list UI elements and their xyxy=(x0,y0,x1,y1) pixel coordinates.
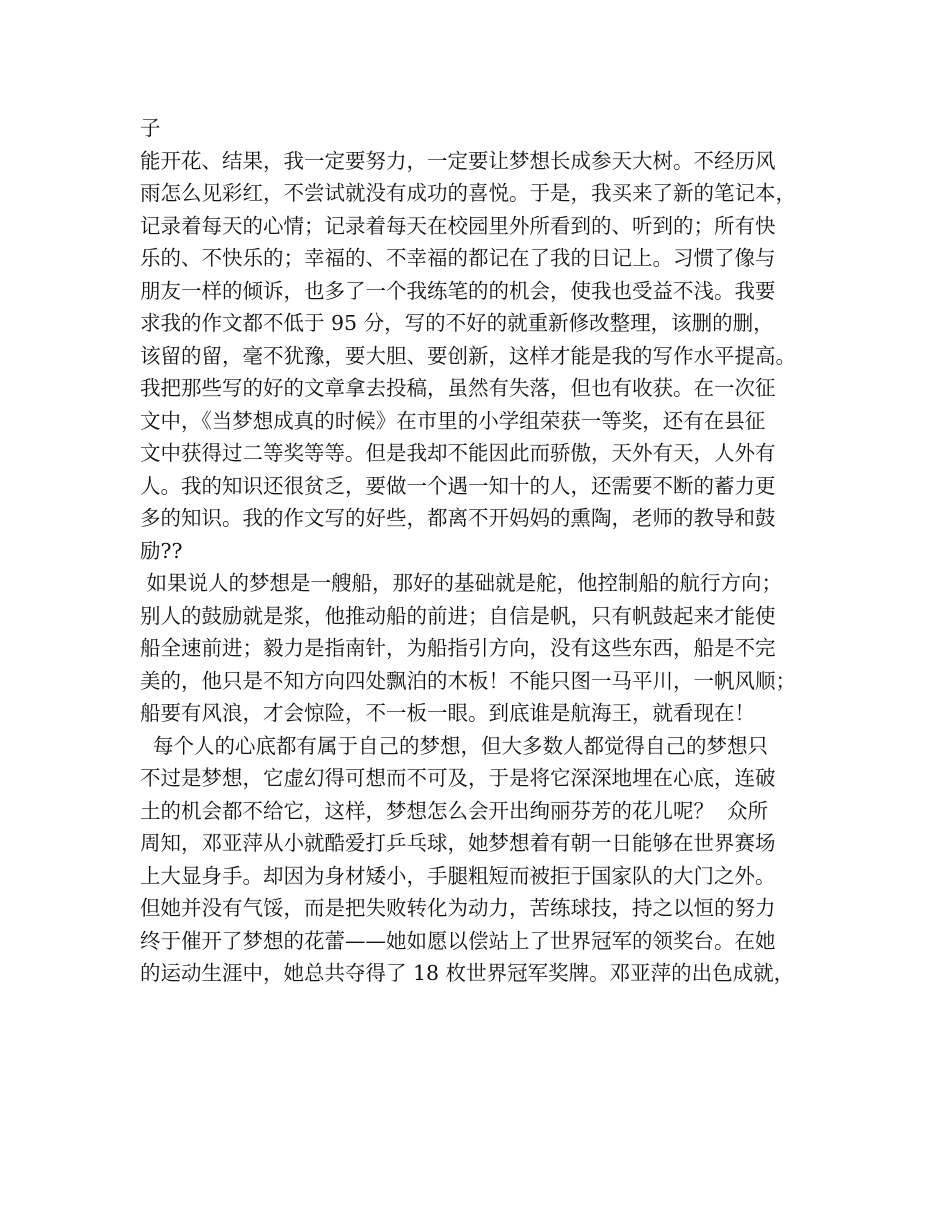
document-body xyxy=(140,112,840,990)
text-line: 该留的留，毫不犹豫，要大胆、要创新，这样才能是我的写作水平提高。 xyxy=(140,343,796,368)
text-line: 文中获得过二等奖等等。但是我却不能因此而骄傲，天外有天，人外有 xyxy=(140,441,776,465)
text-line: 不过是梦想，它虚幻得可想而不可及，于是将它深深地埋在心底，连破 xyxy=(140,766,776,790)
text-line: 周知，邓亚萍从小就酷爱打乒乓球，她梦想着有朝一日能够在世界赛场 xyxy=(140,831,776,855)
text-line: 求我的作文都不低于 95 分，写的不好的就重新修改整理，该删的删， xyxy=(140,311,774,335)
text-line: 朋友一样的倾诉，也多了一个我练笔的的机会，使我也受益不浅。我要 xyxy=(140,278,776,303)
text-line: 船全速前进；毅力是指南针，为船指引方向，没有这些东西，船是不完 xyxy=(140,636,776,660)
text-line: 人。我的知识还很贫乏，要做一个遇一知十的人，还需要不断的蓄力更 xyxy=(140,473,776,498)
text-line: 能开花、结果，我一定要努力，一定要让梦想长成参天大树。不经历风 xyxy=(140,148,776,173)
text-line: 船要有风浪，才会惊险，不一板一眼。到底谁是航海王，就看现在！ xyxy=(140,701,755,725)
text-line: 乐的、不快乐的；幸福的、不幸福的都记在了我的日记上。习惯了像与 xyxy=(140,246,776,270)
text-line: 的运动生涯中，她总共夺得了 18 枚世界冠军奖牌。邓亚萍的出色成就， xyxy=(140,961,795,985)
text-line: 雨怎么见彩红，不尝试就没有成功的喜悦。于是，我买来了新的笔记本， xyxy=(140,181,796,205)
text-line: 别人的鼓励就是浆，他推动船的前进；自信是帆，只有帆鼓起来才能使 xyxy=(140,603,776,628)
text-line: 文中，《当梦想成真的时候》在市里的小学组荣获一等奖，还有在县征 xyxy=(140,408,766,433)
text-line: 土的机会都不给它，这样，梦想怎么会开出绚丽芬芳的花儿呢？ 众所 xyxy=(140,798,769,823)
text-line: 每个人的心底都有属于自己的梦想，但大多数人都觉得自己的梦想只 xyxy=(140,733,769,758)
text-line: 我把那些写的好的文章拿去投稿，虽然有失落，但也有收获。在一次征 xyxy=(140,376,776,400)
text-line: 美的，他只是不知方向四处飘泊的木板！不能只图一马平川，一帆风顺； xyxy=(140,668,796,693)
text-line: 上大显身手。却因为身材矮小，手腿粗短而被拒于国家队的大门之外。 xyxy=(140,863,776,888)
text-line: 终于催开了梦想的花蕾——她如愿以偿站上了世界冠军的领奖台。在她 xyxy=(140,928,776,953)
text-line: 励?? xyxy=(140,538,183,563)
text-line: 如果说人的梦想是一艘船，那好的基础就是舵，他控制船的航行方向； xyxy=(140,571,783,595)
text-line: 多的知识。我的作文写的好些，都离不开妈妈的熏陶，老师的教导和鼓 xyxy=(140,506,776,530)
text-line: 记录着每天的心情；记录着每天在校园里外所看到的、听到的；所有快 xyxy=(140,213,776,238)
text-line: 但她并没有气馁，而是把失败转化为动力，苦练球技，持之以恒的努力 xyxy=(140,896,776,920)
text-line: 子 xyxy=(140,116,161,140)
